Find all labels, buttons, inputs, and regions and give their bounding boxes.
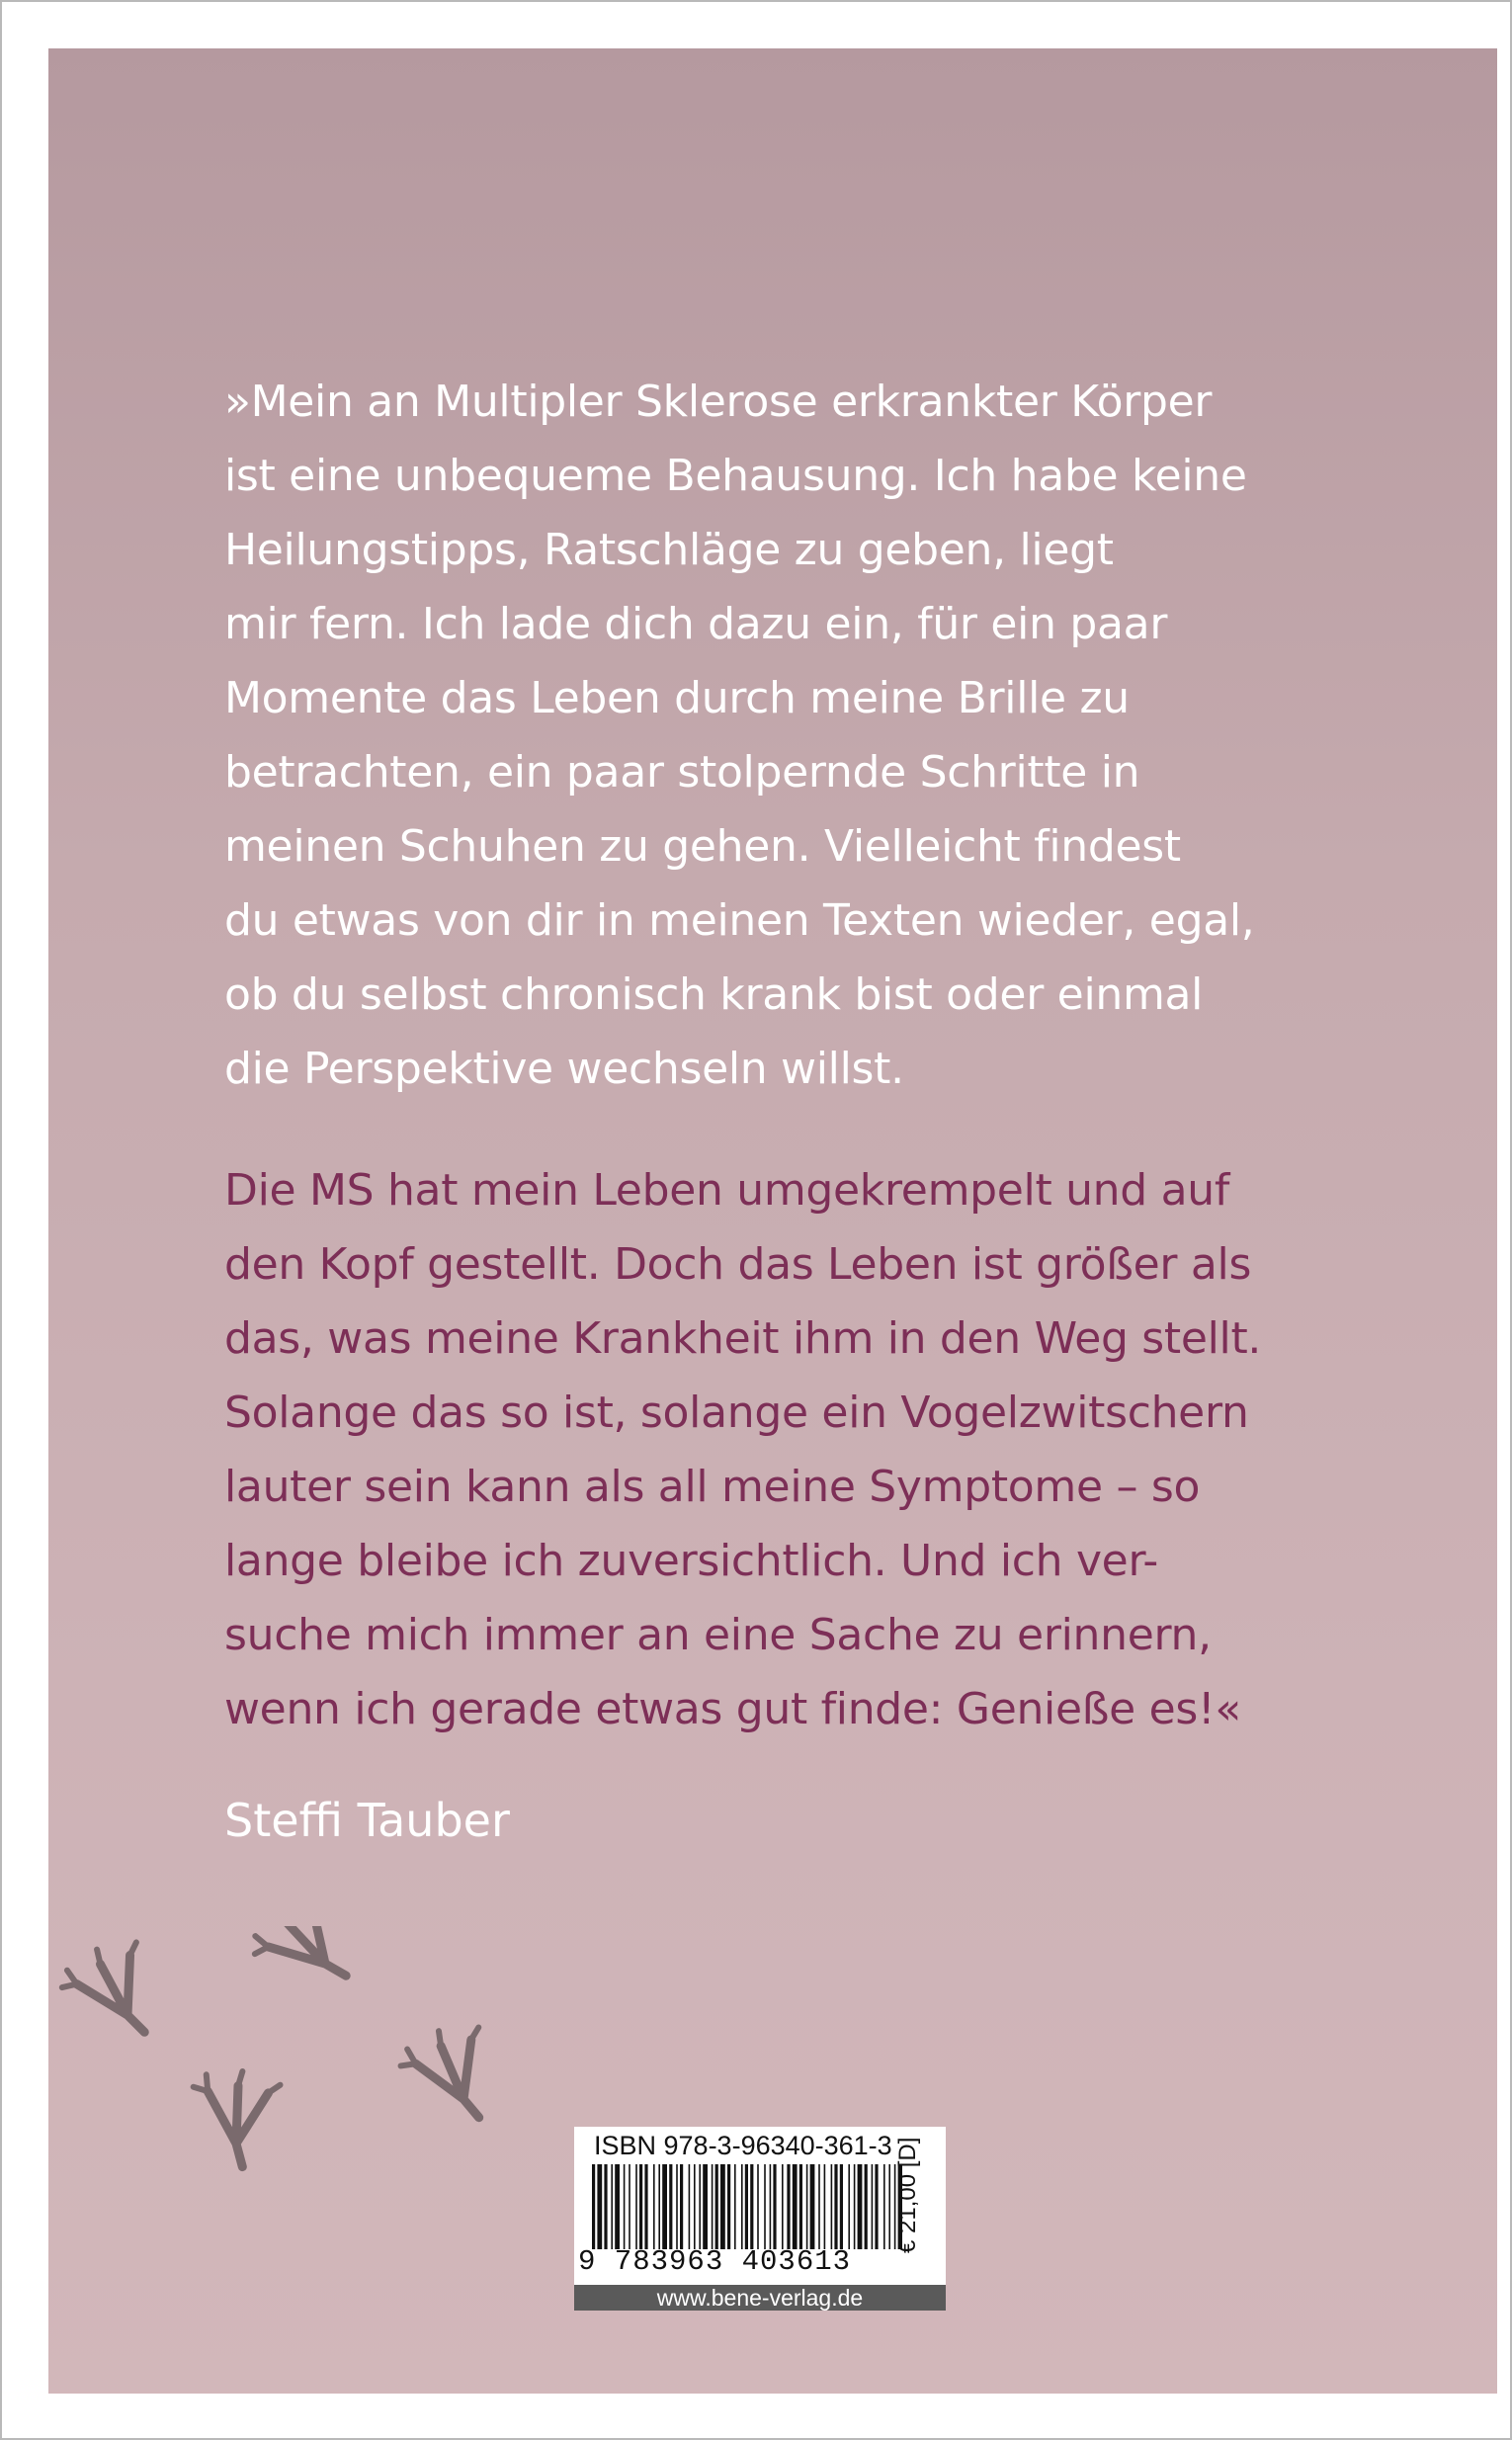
barcode-bar — [858, 2164, 863, 2249]
barcode-bar — [644, 2164, 647, 2249]
barcode-bar — [770, 2164, 772, 2249]
barcode-bar — [653, 2164, 655, 2249]
author-name: Steffi Tauber — [224, 1794, 510, 1847]
isbn-barcode — [574, 2127, 946, 2285]
quote-paragraph-intro: »Mein an Multipler Sklerose erkrankter Körper ist eine unbequeme Behausung. Ich habe keine Heilungstipps, Ratschläge zu geben, liegt mir fern. Ich lade dich dazu ein, für ein paar Momente das Leben durch meine Brille zu betrachten, ein paar stolpernde Schritte in meinen Schuhen zu gehen. Vielleicht findest du etwas von dir in meinen Texten wieder, egal, ob du selbst chronisch krank bist oder einmal die Perspektive wechseln willst. — [224, 377, 1255, 1094]
barcode-bar — [712, 2164, 714, 2249]
barcode-bar — [635, 2164, 637, 2249]
barcode-bar — [875, 2164, 878, 2249]
barcode-bar — [773, 2164, 776, 2249]
barcode-bar — [787, 2164, 790, 2249]
barcode-bar — [831, 2164, 833, 2249]
barcode-bar — [750, 2164, 753, 2249]
barcode-bar — [689, 2164, 691, 2249]
barcode-bar — [699, 2164, 701, 2249]
barcode-bar — [734, 2164, 736, 2249]
barcode-bar — [818, 2164, 820, 2249]
barcode-bar — [658, 2164, 660, 2249]
barcode-bar — [782, 2164, 784, 2249]
publisher-url: www.bene-verlag.de — [574, 2285, 946, 2311]
quote-paragraph-highlight: Die MS hat mein Leben umgekrempelt und auf den Kopf gestellt. Doch das Leben ist größer als das, was meine Krankheit ihm in den Weg stellt. Solange das so ist, solange ein Vogelzwitschern lauter sein kann als all meine Symptome – so lange bleibe ich zuversichtlich. Und ich ver- suche mich immer an eine Sache zu erinnern, wenn ich gerade etwas gut finde: Genieße es!« — [224, 1165, 1262, 1734]
barcode-bar — [604, 2164, 607, 2249]
barcode-bar — [848, 2164, 850, 2249]
bird-footprint-icon — [57, 1931, 160, 2032]
barcode-bar — [669, 2164, 672, 2249]
barcode-bar — [676, 2164, 678, 2249]
barcode-bar — [624, 2164, 626, 2249]
barcode-bar — [680, 2164, 683, 2249]
barcode-bar — [810, 2164, 815, 2249]
barcode-bar — [854, 2164, 856, 2249]
barcode-bars — [588, 2164, 902, 2249]
barcode-bar — [840, 2164, 843, 2249]
barcode-bar — [872, 2164, 874, 2249]
barcode-bar — [834, 2164, 837, 2249]
barcode-bar — [720, 2164, 725, 2249]
barcode-bar — [703, 2164, 708, 2249]
barcode-bar — [888, 2164, 890, 2249]
barcode-bar — [611, 2164, 613, 2249]
barcode-bar — [615, 2164, 620, 2249]
barcode-bar — [883, 2164, 885, 2249]
price-label: € 21,00 [D] — [894, 2137, 921, 2253]
barcode-bar — [715, 2164, 718, 2249]
barcode-bar — [745, 2164, 748, 2249]
barcode-bar — [639, 2164, 642, 2249]
barcode-bar — [824, 2164, 826, 2249]
barcode-bar — [757, 2164, 759, 2249]
barcode-bar — [741, 2164, 743, 2249]
barcode-bar — [597, 2164, 602, 2249]
barcode-bar — [694, 2164, 696, 2249]
bird-footprint-icon — [174, 2043, 298, 2166]
barcode-bar — [727, 2164, 730, 2249]
bird-tracks — [48, 1926, 562, 2262]
barcode-bar — [764, 2164, 766, 2249]
back-cover — [48, 48, 1497, 2394]
bird-footprint-icon — [250, 1926, 346, 1983]
barcode-bar — [629, 2164, 630, 2249]
barcode-bar — [793, 2164, 798, 2249]
barcode-digits: 9 783963 403613 — [578, 2245, 852, 2278]
barcode-bar — [662, 2164, 667, 2249]
barcode-bar — [592, 2164, 595, 2249]
barcode-bar — [865, 2164, 868, 2249]
barcode-bar — [806, 2164, 808, 2249]
bird-footprint-icon — [393, 2010, 502, 2117]
isbn-label: ISBN 978-3-96340-361-3 — [594, 2131, 892, 2160]
barcode-bar — [799, 2164, 802, 2249]
